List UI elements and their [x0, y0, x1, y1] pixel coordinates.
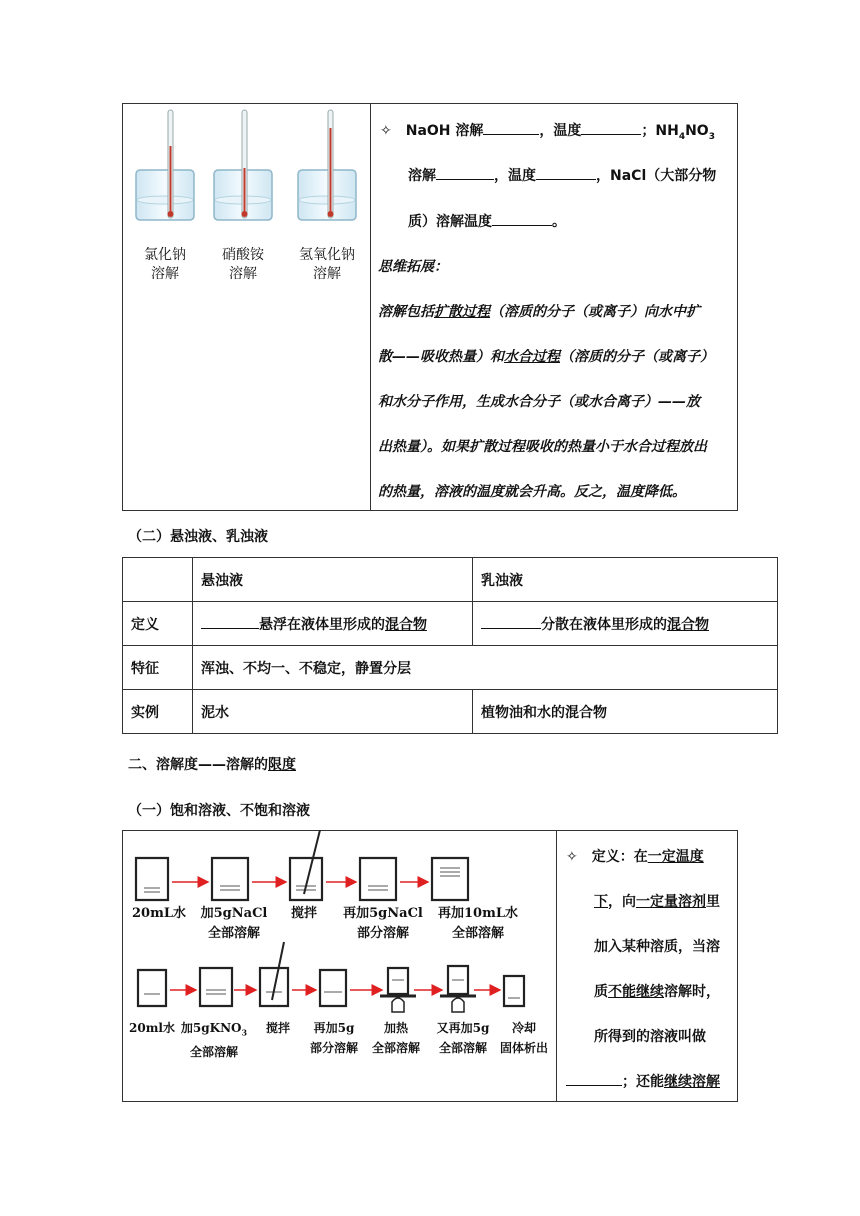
def-line-2: 下，向一定量溶剂里: [594, 894, 720, 910]
bullet-icon: ✧: [566, 849, 578, 865]
def-line-4: 质不能继续溶解时，: [594, 984, 720, 1000]
beaker-label-nacl: 氯化钠 溶解: [144, 247, 186, 282]
t2-definition-suspension: 悬浮在液体里形成的混合物: [193, 602, 473, 646]
def-line-6: ；还能继续溶解: [566, 1071, 720, 1091]
table-row: [123, 646, 778, 690]
bullet-icon: ✧: [380, 123, 392, 139]
def-line-5: 所得到的溶液叫做: [594, 1029, 706, 1045]
beaker-label-nh4no3: 硝酸铵 溶解: [222, 247, 264, 282]
beaker-1: [136, 110, 194, 220]
section-heading-suspension: （二）悬浊液、乳浊液: [128, 529, 268, 545]
fig-r2-label-7: 冷却 固体析出: [499, 1021, 548, 1055]
t2-label-feature: 特征: [123, 646, 193, 690]
thinking-p5: 的热量，溶液的温度就会升高。反之，温度降低。: [378, 484, 686, 500]
fig-r1-label-5: 再加10mL水 全部溶解: [438, 906, 518, 941]
thinking-p4: 出热量）。如果扩散过程吸收的热量小于水合过程放出: [378, 439, 707, 455]
beaker-2: [214, 110, 272, 220]
t1-line-3: 质）溶解温度 。: [408, 211, 566, 231]
fig-r2-label-1: 20ml水: [129, 1021, 175, 1035]
table-row: [123, 690, 778, 734]
table-2: [122, 557, 778, 734]
def-line-1: ✧ 定义：在一定温度: [566, 849, 704, 865]
t2-header-emulsion: 乳浊液: [473, 558, 778, 602]
fig-r1-label-3: 搅拌: [290, 906, 317, 921]
thinking-title: 思维拓展：: [378, 259, 448, 275]
t2-header-empty: [123, 558, 193, 602]
fig-r2-label-4: 再加5g 部分溶解: [309, 1021, 358, 1055]
section-heading-saturated: （一）饱和溶液、不饱和溶液: [128, 803, 310, 819]
def-line-3: 加入某种溶质，当溶: [594, 939, 720, 955]
fig-r1-label-4: 再加5gNaCl 部分溶解: [343, 906, 423, 941]
fig-r2-label-6: 又再加5g 全部溶解: [436, 1021, 490, 1055]
beaker-3: [298, 110, 356, 220]
t2-example-suspension: 泥水: [193, 690, 473, 734]
fig-r2-label-2: 加5gKNO$_3$ 全部溶解: [180, 1021, 248, 1060]
fig-r1-label-2: 加5gNaCl 全部溶解: [200, 906, 268, 941]
fig-r1-label-1: 20mL水: [132, 906, 186, 921]
fig-r2-label-3: 搅拌: [265, 1021, 290, 1035]
t1-line-2: 溶解 ，温度 ，NaCl（大部分物: [408, 165, 716, 185]
table-row: [123, 602, 778, 646]
thinking-p3: 和水分子作用，生成水合分子（或水合离子）——放: [378, 394, 700, 410]
t2-label-definition: 定义: [123, 602, 193, 646]
t2-label-example: 实例: [123, 690, 193, 734]
t1-line-1: ✧ NaOH 溶解 ，温度 ；$NH_4NO_3$: [380, 120, 715, 142]
thinking-p2: 散——吸收热量）和水合过程（溶质的分子（或离子）: [378, 349, 714, 365]
thinking-p1: 溶解包括扩散过程（溶质的分子（或离子）向水中扩: [378, 304, 700, 320]
table-row: [123, 558, 778, 602]
heading-solubility: 二、溶解度——溶解的限度: [128, 757, 296, 773]
t2-definition-emulsion: 分散在液体里形成的混合物: [473, 602, 778, 646]
t2-feature: 浑浊、不均一、不稳定，静置分层: [193, 646, 778, 690]
t2-example-emulsion: 植物油和水的混合物: [473, 690, 778, 734]
t2-header-suspension: 悬浊液: [193, 558, 473, 602]
beaker-label-naoh: 氢氧化钠 溶解: [299, 247, 355, 282]
fig-r2-label-5: 加热 全部溶解: [371, 1021, 420, 1055]
